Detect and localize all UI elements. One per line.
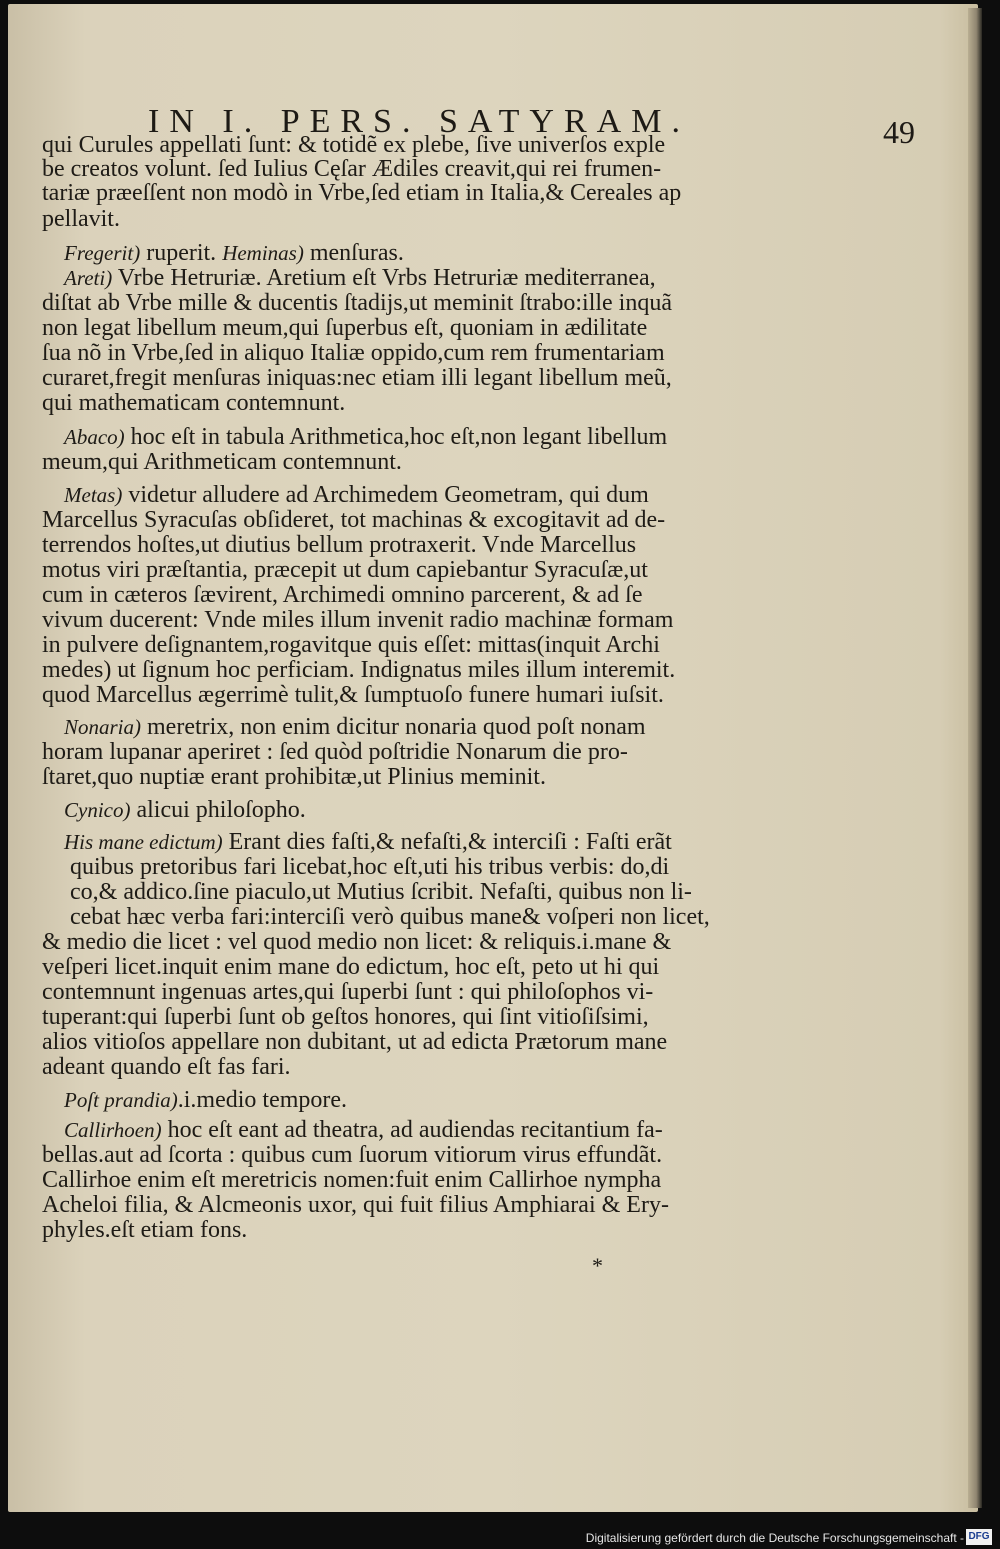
- catchword-mark: *: [592, 1253, 603, 1278]
- line-text: hoc eſt eant ad theatra, ad audiendas recitantium fa-: [161, 1117, 663, 1143]
- text-line: [64, 713, 646, 741]
- line-text: quibus pretoribus fari licebat,hoc eſt,uti his tribus verbis: do,di: [70, 854, 670, 880]
- text-line: [70, 853, 669, 881]
- text-line: [42, 314, 647, 342]
- text-line: [42, 978, 653, 1006]
- lemma: Heminas): [222, 241, 304, 265]
- text-line: [42, 448, 402, 476]
- text-line: [70, 903, 710, 931]
- text-line: [42, 1003, 649, 1031]
- line-text: in pulvere deſignantem,rogavitque quis eſſet: mittas(inquit Archi: [42, 632, 660, 658]
- running-head: IN I. PERS. SATYRAM.: [148, 103, 690, 140]
- line-text: alios vitioſos appellare non dubitant, ut ad edicta Prætorum mane: [42, 1029, 668, 1055]
- line-text: cum in cæteros ſævirent, Archimedi omnino parcerent, & ad ſe: [42, 582, 643, 608]
- lemma: Abaco): [64, 425, 125, 449]
- line-text: quod Marcellus ægerrimè tulit,& ſumptuoſo funere humari iuſsit.: [42, 682, 664, 708]
- line-text: adeant quando eſt fas fari.: [42, 1054, 291, 1080]
- line-text: meretrix, non enim dicitur nonaria quod poſt nonam: [141, 714, 646, 740]
- line-text: bellas.aut ad ſcorta : quibus cum ſuorum vitiorum virus effundãt.: [42, 1142, 663, 1168]
- lemma: Nonaria): [64, 715, 142, 739]
- line-text: tuperant:qui ſuperbi ſunt ob geſtos honores, qui ſint vitioſiſsimi,: [42, 1004, 649, 1030]
- text-line: [42, 1053, 291, 1081]
- line-text: Erant dies faſti,& nefaſti,& interciſi : Faſti erãt: [222, 829, 672, 855]
- line-text: veſperi licet.inquit enim mane do edictum, hoc eſt, peto ut hi qui: [42, 954, 660, 980]
- line-text: Acheloi filia, & Alcmeonis uxor, qui fuit filius Amphiarai & Ery-: [42, 1192, 669, 1218]
- text-line: [64, 828, 672, 856]
- line-text: tariæ præeſſent non modò in Vrbe,ſed etiam in Italia,& Cereales ap: [42, 180, 682, 206]
- line-text: videtur alludere ad Archimedem Geometram, qui dum: [122, 482, 649, 508]
- text-line: [42, 531, 636, 559]
- text-line: [42, 681, 664, 709]
- line-text: qui Curules appellati ſunt: & totidẽ ex plebe, ſive univerſos exple: [42, 132, 666, 158]
- line-text: meum,qui Arithmeticam contemnunt.: [42, 449, 402, 475]
- lemma: Metas): [64, 483, 123, 507]
- line-text: ruperit.: [140, 240, 223, 266]
- line-text: phyles.eſt etiam fons.: [42, 1217, 248, 1243]
- line-text: Callirhoe enim eſt meretricis nomen:fuit enim Callirhoe nympha: [42, 1167, 662, 1193]
- line-text: vivum ducerent: Vnde miles illum invenit radio machinæ formam: [42, 607, 674, 633]
- line-text: cebat hæc verba fari:interciſi verò quibus mane& voſperi non licet,: [70, 904, 710, 930]
- text-line: [42, 1141, 662, 1169]
- text-line: [42, 606, 673, 634]
- line-text: co,& addico.ſine piaculo,ut Mutius ſcribit. Nefaſti, quibus non li-: [70, 879, 692, 905]
- line-text: terrendos hoſtes,ut diutius bellum protraxerit. Vnde Marcellus: [42, 532, 637, 558]
- line-text: menſuras.: [303, 240, 404, 266]
- line-text: qui mathematicam contemnunt.: [42, 390, 346, 416]
- line-text: contemnunt ingenuas artes,qui ſuperbi ſunt : qui philoſophos vi-: [42, 979, 654, 1005]
- text-line: [42, 556, 648, 584]
- text-line: [42, 928, 671, 956]
- text-line: [42, 289, 672, 317]
- text-line: [42, 763, 546, 791]
- lemma: Cynico): [64, 798, 131, 822]
- line-text: & medio die licet : vel quod medio non licet: & reliquis.i.mane &: [42, 929, 672, 955]
- lemma: His mane edictum): [64, 830, 223, 854]
- text-line: [64, 423, 667, 451]
- text-line: [64, 481, 649, 509]
- page-number: 49: [883, 114, 915, 150]
- lemma: Fregerit): [64, 241, 141, 265]
- lemma: Areti): [64, 266, 113, 290]
- line-text: ſua nõ in Vrbe,ſed in aliquo Italiæ oppido,cum rem frumentariam: [42, 340, 665, 366]
- text-line: [42, 364, 672, 392]
- line-text: Vrbe Hetruriæ. Aretium eſt Vrbs Hetruriæ mediterranea,: [112, 265, 656, 291]
- text-line: [42, 389, 345, 417]
- text-line: [64, 239, 404, 267]
- text-line: [42, 339, 665, 367]
- line-text: pellavit.: [42, 206, 120, 232]
- text-line: [42, 738, 628, 766]
- lemma: Poſt prandia): [64, 1088, 178, 1112]
- text-line: [64, 796, 306, 824]
- line-text: medes) ut ſignum hoc perficiam. Indignatus miles illum interemit.: [42, 657, 676, 683]
- line-text: motus viri præſtantia, præcepit ut dum capiebantur Syracuſæ,ut: [42, 557, 648, 583]
- line-text: .i.medio tempore.: [177, 1087, 348, 1113]
- line-text: alicui philoſopho.: [130, 797, 306, 823]
- line-text: hoc eſt in tabula Arithmetica,hoc eſt,non legant libellum: [124, 424, 668, 450]
- text-line: [42, 1191, 669, 1219]
- text-line: [42, 581, 643, 609]
- text-line: [42, 1028, 667, 1056]
- line-text: ſtaret,quo nuptiæ erant prohibitæ,ut Plinius meminit.: [42, 764, 546, 790]
- page-edge: [968, 8, 982, 1508]
- text-line: [64, 264, 656, 292]
- text-line: [42, 1166, 661, 1194]
- text-line: [42, 656, 675, 684]
- text-line: [42, 205, 120, 233]
- text-line: [42, 631, 660, 659]
- text-line: [42, 1216, 247, 1244]
- line-text: Marcellus Syracuſas obſideret, tot machinas & excogitavit ad de-: [42, 507, 666, 533]
- text-line: [64, 1116, 663, 1144]
- text-line: [42, 179, 681, 207]
- line-text: non legat libellum meum,qui ſuperbus eſt, quoniam in ædilitate: [42, 315, 648, 341]
- line-text: be creatos volunt. ſed Iulius Cęſar Ædiles creavit,qui rei frumen-: [42, 156, 662, 182]
- text-line: [42, 953, 659, 981]
- text-line: [64, 1086, 347, 1114]
- digitization-credit: Digitalisierung gefördert durch die Deutsche Forschungsgemeinschaft -: [585, 1531, 964, 1545]
- dfg-logo: DFG: [966, 1529, 992, 1545]
- lemma: Callirhoen): [64, 1118, 162, 1142]
- line-text: curaret,fregit menſuras iniquas:nec etiam illi legant libellum meũ,: [42, 365, 672, 391]
- text-line: [42, 506, 665, 534]
- text-line: [70, 878, 692, 906]
- line-text: horam lupanar aperiret : ſed quòd poſtridie Nonarum die pro-: [42, 739, 628, 765]
- line-text: diſtat ab Vrbe mille & ducentis ſtadijs,ut meminit ſtrabo:ille inquã: [42, 290, 672, 316]
